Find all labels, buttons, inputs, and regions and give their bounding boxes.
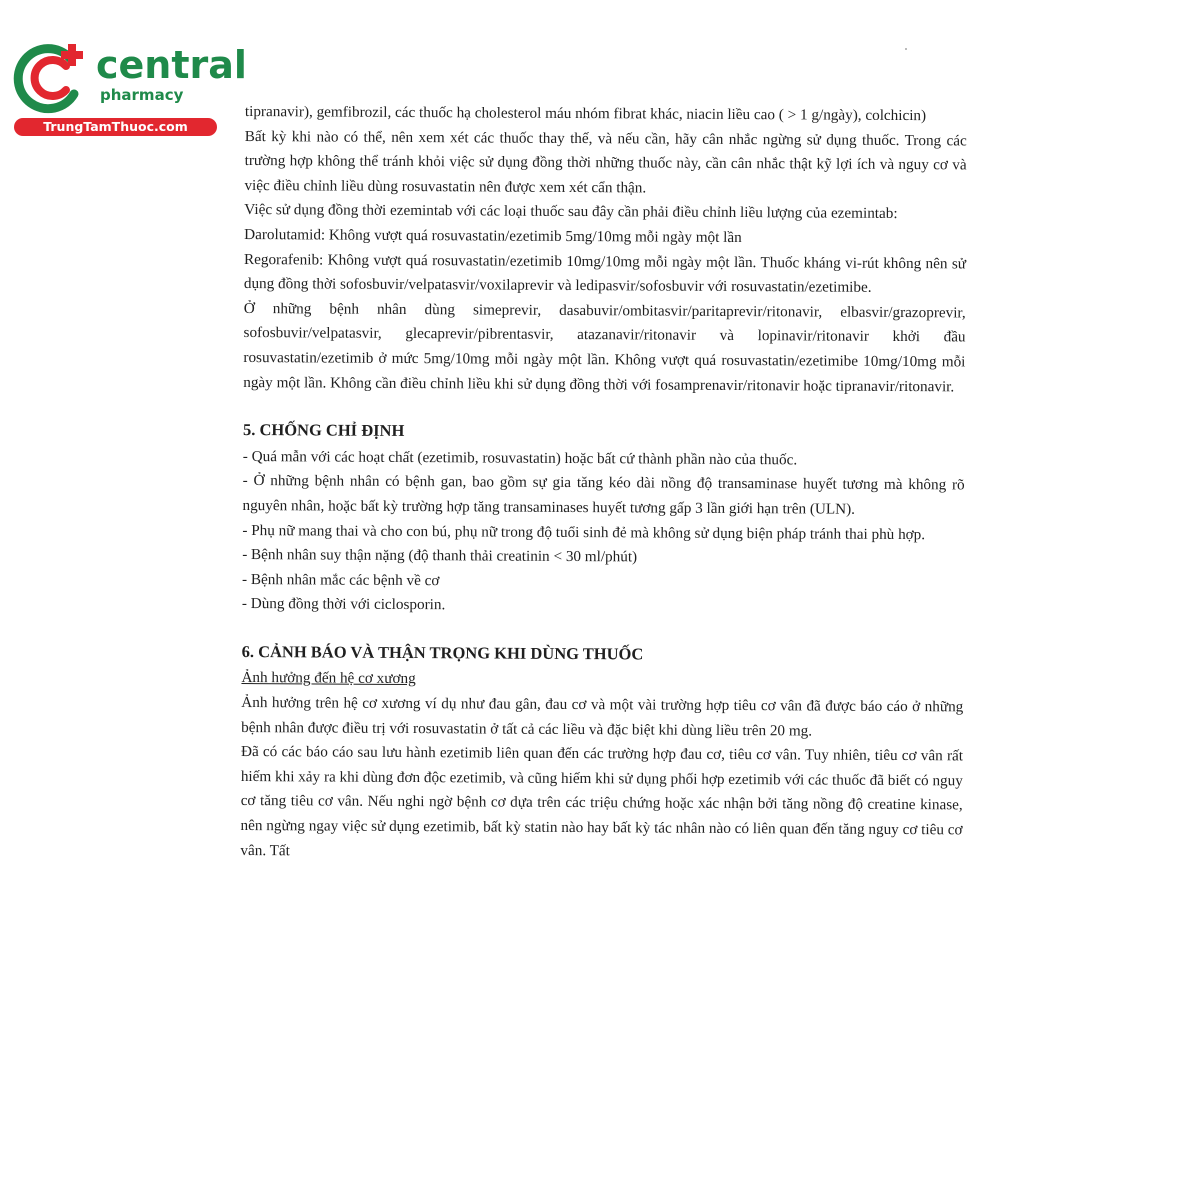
contraindication-item: - Ở những bệnh nhân có bệnh gan, bao gồm sự gia tăng kéo dài nồng độ transaminase huyết tương mà không rõ nguyên nhân, hoặc bất kỳ trường hợp tăng transaminases huyết tương gấp 3 lần giới hạn trên (ULN). — [242, 472, 965, 518]
document-page — [240, 100, 967, 868]
scan-speck — [905, 48, 907, 50]
section-6-subtitle: Ảnh hưởng đến hệ cơ xương — [241, 669, 416, 688]
contraindication-item: - Bệnh nhân suy thận nặng (độ thanh thải creatinin < 30 ml/phút) — [242, 546, 638, 566]
contraindication-item: - Dùng đồng thời với ciclosporin. — [241, 595, 446, 614]
contraindication-item: - Quá mẫn với các hoạt chất (ezetimib, rosuvastatin) hoặc bất cứ thành phần nào của thuốc. — [242, 447, 798, 469]
paragraph-regorafenib: Regorafenib: Không vượt quá rosuvastatin/ezetimib 10mg/10mg mỗi ngày một lần. Thuốc kháng vi-rút không nên sử dụng đồng thời sofosbuvir/velpatasvir/voxilaprevir và ledipasvir/sofosbuvir với rosuvastatin/ezetimibe. — [243, 250, 967, 296]
contraindication-item: - Phụ nữ mang thai và cho con bú, phụ nữ trong độ tuổi sinh đẻ mà không sử dụng biện pháp tránh thai phù hợp. — [242, 521, 926, 543]
brand-name: central — [96, 43, 247, 87]
paragraph-darolutamid: Darolutamid: Không vượt quá rosuvastatin/ezetimib 5mg/10mg mỗi ngày một lần — [244, 225, 742, 247]
paragraph-alternatives: Bất kỳ khi nào có thể, nên xem xét các thuốc thay thế, và nếu cần, hãy cân nhắc ngừng sử dụng thuốc. Trong các trường hợp không thể tránh khỏi việc sử dụng đồng thời những thuốc này, cần cân nhắc thật kỹ lợi ích và nguy cơ và việc điều chỉnh liều dùng rosuvastatin nên được xem xét cẩn thận. — [244, 127, 967, 197]
brand-subtitle: pharmacy — [100, 86, 184, 104]
section-6-title: 6. CẢNH BÁO VÀ THẬN TRỌNG KHI DÙNG THUỐC — [241, 641, 644, 664]
paragraph-interactions-end: tipranavir), gemfibrozil, các thuốc hạ cholesterol máu nhóm fibrat khác, niacin liều cao ( > 1 g/ngày), colchicin) — [244, 102, 927, 125]
pharmacy-cross-logo-icon — [8, 36, 92, 120]
contraindication-item: - Bệnh nhân mắc các bệnh về cơ — [242, 570, 440, 589]
paragraph-antivirals: Ở những bệnh nhân dùng simeprevir, dasabuvir/ombitasvir/paritaprevir/ritonavir, elbasvir/grazoprevir, sofosbuvir/velpatasvir, glecaprevir/pibrentasvir, atazanavir/ritonavir và lopinavir/ritonavir khởi đầu rosuvastatin/ezetimib ở mức 5mg/10mg mỗi ngày một lần. Không vượt quá rosuvastatin/ezetimibe 10mg/10mg mỗi ngày một lần. Không cần điều chỉnh liều khi sử dụng đồng thời với fosamprenavir/ritonavir hoặc tipranavir/ritonavir. — [243, 299, 966, 395]
paragraph-musculoskeletal: Ảnh hưởng trên hệ cơ xương ví dụ như đau gân, đau cơ và một vài trường hợp tiêu cơ vân đã được báo cáo ở những bệnh nhân được điều trị với rosuvastatin ở tất cả các liều và đặc biệt khi dùng liều trên 20 mg. — [241, 694, 964, 740]
paragraph-dose-adjustment: Việc sử dụng đồng thời ezemintab với các loại thuốc sau đây cần phải điều chỉnh liều lượng của ezemintab: — [244, 201, 898, 223]
brand-website: TrungTamThuoc.com — [14, 118, 217, 136]
section-5-title: 5. CHỐNG CHỈ ĐỊNH — [242, 420, 405, 441]
brand-logo — [8, 36, 247, 136]
paragraph-post-marketing: Đã có các báo cáo sau lưu hành ezetimib liên quan đến các trường hợp đau cơ, tiêu cơ vân. Tuy nhiên, tiêu cơ vân rất hiếm khi xảy ra khi dùng đơn độc ezetimib, và cũng hiếm khi sử dụng phối hợp ezetimib với các thuốc đã biết có nguy cơ tăng tiêu cơ vân. Nếu nghi ngờ bệnh cơ dựa trên các triệu chứng hoặc xác nhận bởi tăng nồng độ creatine kinase, nên ngừng ngay việc sử dụng ezetimib, bất kỳ statin nào hay bất kỳ tác nhân nào có liên quan đến tăng nguy cơ tiêu cơ vân. Tất — [240, 743, 964, 859]
